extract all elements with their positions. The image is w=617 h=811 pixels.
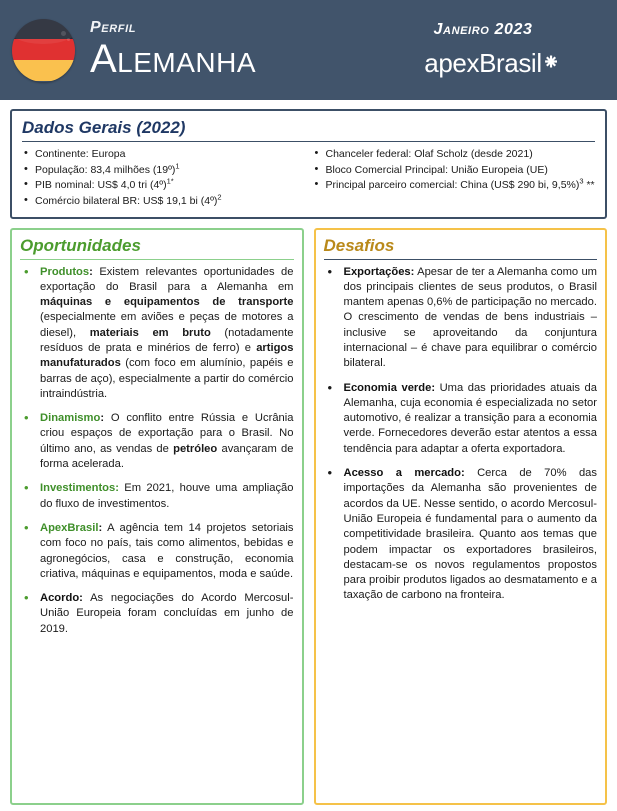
dados-gerais-rule [22, 141, 595, 142]
list-item [313, 178, 596, 193]
dados-gerais-title: Dados Gerais (2022) [22, 118, 186, 137]
list-item [324, 381, 598, 457]
list-item [20, 265, 294, 403]
list-item-lead-label: Investimentos: [40, 482, 119, 495]
oportunidades-title: Oportunidades [20, 236, 141, 256]
list-item-lead-separator: : [98, 521, 103, 534]
apexbrasil-logo-text: apexBrasil [424, 48, 542, 78]
list-item-label: Comércio bilateral BR: US$ 19,1 bi (4º) [35, 194, 218, 207]
title-block [86, 20, 367, 80]
body-text: Apesar de ter a Alemanha como um dos principais clientes de seus produtos, o Brasil mantem apenas 0,6% de participação no mercado. O crescimento de vendas de bens industriais – inclusive se aproveitando da conjuntura internacional – é chave para equilibrar o comércio bilateral. [343, 265, 597, 370]
body-text: A agência tem 14 projetos setoriais com foco no país, tais como alimentos, bebidas e agronegócios, casa e construção, economia criativa, máquinas e equipamentos, moda e saúde. [40, 521, 294, 580]
list-item-label: Chanceler federal: Olaf Scholz (desde 2021) [325, 148, 533, 161]
list-item [20, 521, 294, 582]
emphasis-text: artigos manufaturados [40, 341, 294, 370]
body-text: (com foco em alumínio, papéis e barras de aço), especialmente a partir do comércio intraindústria. [40, 357, 294, 400]
list-item [313, 147, 596, 162]
desafios-list [324, 265, 598, 604]
list-item-label: População: 83,4 milhões (19º) [35, 163, 176, 176]
footnote-marker: 2 [217, 192, 222, 202]
emphasis-text: materiais em bruto [89, 326, 211, 339]
oportunidades-rule [20, 259, 294, 260]
list-item [324, 466, 598, 604]
body-text: avançaram de forma acelerada. [40, 442, 294, 471]
page-header [0, 0, 617, 100]
list-item-lead-label: Acesso a mercado: [343, 467, 465, 480]
list-item-lead-separator: : [100, 412, 105, 425]
oportunidades-list [20, 265, 294, 638]
list-item-lead-separator: : [410, 265, 415, 278]
list-item-label: Continente: Europa [35, 148, 126, 161]
body-text: Uma das prioridades atuais da Alemanha, cuja economia é especializada no setor automotivo, é realizar a transição para a economia verde. Fornecedores deverão estar atentos a essa tendência para adaptar a oferta exportadora. [343, 381, 597, 455]
dados-gerais-left-column [22, 147, 305, 209]
kicker-label: Perfil [90, 19, 137, 36]
list-item [22, 194, 305, 209]
list-item [324, 265, 598, 372]
list-item-label: PIB nominal: US$ 4,0 tri (4º) [35, 179, 167, 192]
desafios-column [314, 228, 608, 805]
germany-flag-circle-icon [12, 19, 75, 82]
list-item [22, 147, 305, 162]
footnote-asterisk: ** [583, 179, 595, 192]
list-item [20, 481, 294, 512]
dados-gerais-panel [10, 109, 607, 219]
body-text: (especialmente em aviões e peças de motores a diesel), [40, 311, 294, 339]
issue-date: Janeiro 2023 [433, 21, 533, 38]
list-item-lead-label: Economia verde: [343, 381, 436, 394]
body-text: Existem relevantes oportunidades de exportação do Brasil para a Alemanha em [40, 265, 294, 293]
list-item-lead-label: Produtos [40, 265, 90, 278]
desafios-panel [314, 228, 608, 805]
footnote-marker: 1* [166, 176, 174, 186]
list-item [22, 163, 305, 178]
list-item [313, 163, 596, 178]
dados-gerais-left-list [22, 147, 305, 208]
list-item-lead-label: Exportações [343, 265, 411, 278]
apex-pinwheel-icon [544, 44, 557, 57]
oportunidades-column [10, 228, 304, 805]
emphasis-text: máquinas e equipamentos de transporte [40, 296, 294, 309]
dados-gerais-columns [22, 147, 595, 209]
dados-gerais-right-column [313, 147, 596, 209]
body-text: Em 2021, houve uma ampliação do fluxo de investimentos. [40, 482, 294, 510]
list-item [20, 411, 294, 472]
feature-columns [10, 228, 607, 805]
list-item-lead-label: Acordo: [40, 592, 83, 605]
body-text: (notadamente resíduos de prata e minérios de ferro) e [40, 326, 294, 354]
list-item [22, 178, 305, 193]
page-body [0, 109, 617, 805]
flag-highlight-dot [61, 31, 66, 36]
oportunidades-panel [10, 228, 304, 805]
desafios-title: Desafios [323, 236, 395, 256]
list-item-lead-separator: : [89, 265, 93, 278]
body-text: O conflito entre Rússia e Ucrânia criou espaços de exportação para o Brasil. No último ano, as vendas de [40, 412, 294, 455]
flag-band-gold [12, 60, 75, 81]
flag-highlight-dot-small [67, 38, 70, 41]
apexbrasil-logo [424, 48, 541, 79]
body-text: Cerca de 70% das importações da Alemanha são provenientes de acordos da UE. Nesse sentido, o acordo Mercosul-União Europeia é fundamental para o aumento da competitividade brasileira. Quanto aos temas que podem impactar os exportadores brasileiros, destacam-se os novos regulamentos propostos para proibir produtos ligados ao desmatamento e a taxação de carbono na fronteira. [343, 467, 597, 602]
flag-container [0, 0, 86, 100]
emphasis-text: petróleo [173, 442, 218, 455]
list-item-label: Principal parceiro comercial: China (US$ 290 bi, 9,5%) [325, 179, 580, 192]
list-item-lead-label: Dinamismo [40, 412, 101, 425]
footnote-marker: 3 [579, 176, 584, 186]
list-item [20, 591, 294, 637]
dados-gerais-right-list [313, 147, 596, 193]
desafios-rule [324, 259, 598, 260]
list-item-lead-label: ApexBrasil [40, 521, 99, 534]
body-text: As negociações do Acordo Mercosul-União Europeia foram concluídas em junho de 2019. [40, 592, 294, 635]
page-title: Alemanha [90, 37, 257, 81]
footnote-marker: 1 [175, 161, 180, 171]
list-item-label: Bloco Comercial Principal: União Europeia (UE) [325, 163, 548, 176]
header-right [367, 21, 617, 79]
